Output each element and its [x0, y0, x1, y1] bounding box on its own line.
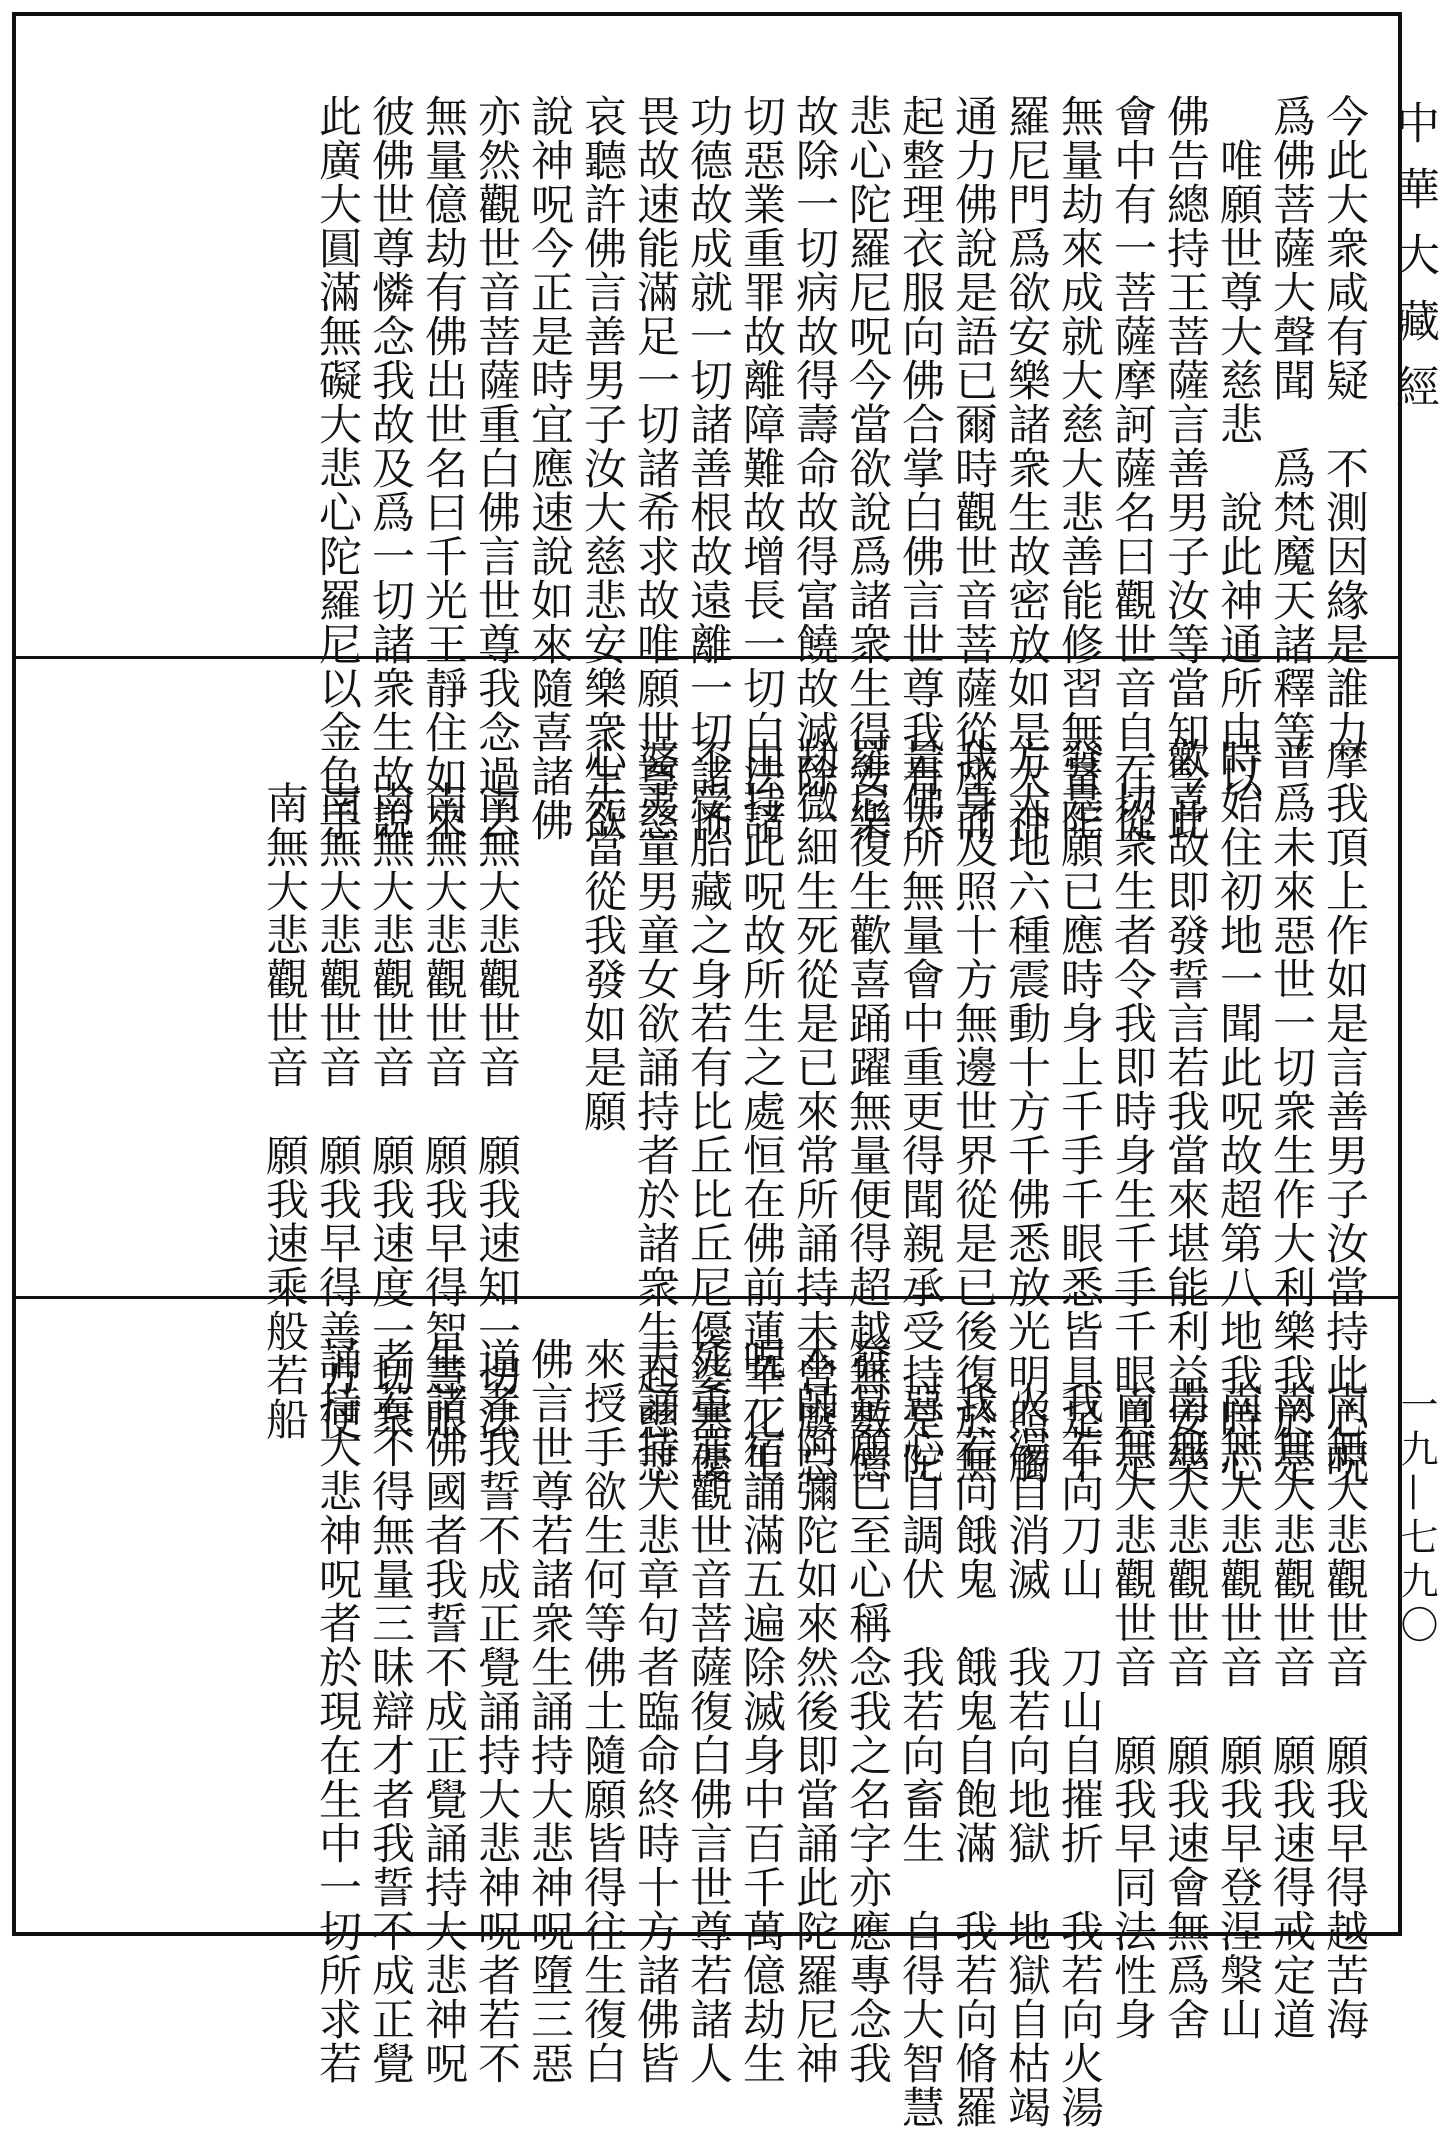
text-column: 摩我頂上作如是言善男子汝當持此心呪 — [1319, 737, 1369, 1485]
text-column: 時始住初地一聞此呪故超第八地我時心 — [1213, 737, 1263, 1485]
text-column: 切惡業重罪故離障難故增長一切白法諸 — [736, 94, 786, 842]
text-column: 惡心自調伏 我若向畜生 自得大智慧 — [895, 1337, 945, 2129]
text-column: 今此大衆咸有疑 不測因緣是誰力 — [1319, 94, 1369, 754]
text-column: 此廣大圓滿無礙大悲心陀羅尼以金色手 — [312, 94, 362, 842]
text-column: 無量劫來成就大慈大悲善能修習無量陀 — [1054, 94, 1104, 842]
text-panel-3 — [16, 1296, 1398, 2129]
text-column: 佛言世尊若諸衆生誦持大悲神呪墮三惡 — [524, 1337, 574, 2085]
text-column: 佛告總持王菩薩言善男子汝等當知今此 — [1160, 94, 1210, 842]
page-number: 一九—七九〇 — [1394, 1385, 1438, 1649]
text-column: 無量億劫有佛出世名曰千光王靜住如來 — [418, 94, 468, 842]
text-column: 婆夷童男童女欲誦持者於諸衆生起慈悲 — [630, 737, 680, 1485]
text-column: 南無大悲觀世音 願我早同法性身 — [1107, 1337, 1157, 2041]
text-column: 由持此呪故所生之處恒在佛前蓮華化生 — [736, 737, 786, 1485]
text-column: 南無大悲觀世音 願我速乘般若船 — [259, 737, 309, 1441]
text-column: 量佛所無量會中重更得聞親承受持是陀 — [895, 737, 945, 1485]
text-columns — [257, 737, 1370, 1485]
text-column: 哀聽許佛言善男子汝大慈悲安樂衆生欲 — [577, 94, 627, 842]
text-column: 南無大悲觀世音 願我早得善方便 — [312, 737, 362, 1441]
text-panel-1 — [16, 16, 1398, 842]
text-column: 亦然觀世音菩薩重白佛言世尊我念過去 — [471, 94, 521, 842]
text-column: 來授手欲生何等佛土隨願皆得往生復白 — [577, 1337, 627, 2085]
text-column: 一切衆生者令我即時身生千手千眼具足 — [1107, 737, 1157, 1485]
text-column: 會中有一菩薩摩訶薩名曰觀世音自在從 — [1107, 94, 1157, 842]
text-column: 道者我誓不成正覺誦持大悲神呪者若不 — [471, 1337, 521, 2085]
text-column: 南無大悲觀世音 願我速得戒定道 — [1266, 1337, 1316, 2041]
text-column: 生諸佛國者我誓不成正覺誦持大悲神呪 — [418, 1337, 468, 2085]
text-column: 南無大悲觀世音 願我速會無爲舍 — [1160, 1337, 1210, 2041]
text-column — [522, 737, 575, 1277]
text-column: 心先當從我發如是願 — [577, 737, 627, 1133]
text-column: 爲佛菩薩大聲聞 爲梵魔天諸釋等 — [1266, 94, 1316, 754]
text-column: 說神呪今正是時宜應速說如來隨喜諸佛 — [524, 94, 574, 842]
text-column: 劫微細生死從是已來常所誦持未曾廢忘 — [789, 737, 839, 1485]
text-column: 悲心陀羅尼呪今當欲說爲諸衆生得安樂 — [842, 94, 892, 842]
text-column: 本師阿彌陀如來然後即當誦此陀羅尼神 — [789, 1337, 839, 2085]
text-panel-2 — [16, 656, 1398, 1485]
page-frame — [12, 12, 1402, 2129]
book-title: 中華大藏經 — [1388, 100, 1439, 430]
text-column: 我身及照十方無邊世界從是已後復於無 — [948, 737, 998, 1485]
text-column: 羅尼復生歡喜踊躍無量便得超越無數億 — [842, 737, 892, 1485]
text-column: 發是願已至心稱念我之名字亦應專念我 — [842, 1337, 892, 2085]
text-column: 者若不得無量三昧辯才者我誓不成正覺 — [365, 1337, 415, 2085]
text-column: 唯願世尊大慈悲 說此神通所由以 — [1213, 94, 1263, 798]
text-column: 南無大悲觀世音 願我速度一切衆 — [365, 737, 415, 1441]
text-column: 不受胎藏之身若有比丘比丘尼優婆塞優 — [683, 737, 733, 1485]
text-column: 南無大悲觀世音 願我早得越苦海 — [1319, 1337, 1369, 2041]
text-column: 南無大悲觀世音 願我早登涅槃山 — [1213, 1337, 1263, 2041]
text-column: 火湯自消滅 我若向地獄 地獄自枯竭 — [1001, 1337, 1051, 2129]
text-column: 死重罪觀世音菩薩復白佛言世尊若諸人 — [683, 1337, 733, 2085]
text-column: 彼佛世尊憐念我故及爲一切諸衆生故說 — [365, 94, 415, 842]
text-column: 普爲未來惡世一切衆生作大利樂我於是 — [1266, 737, 1316, 1485]
text-column: 南無大悲觀世音 願我速知一切法 — [471, 737, 521, 1441]
text-column: 故除一切病故得壽命故得富饒故滅除一 — [789, 94, 839, 842]
text-column: 畏故速能滿足一切諸希求故唯願世尊慈 — [630, 94, 680, 842]
text-column: 南無大悲觀世音 願我早得智慧眼 — [418, 737, 468, 1441]
text-column: 方大地六種震動十方千佛悉放光明照觸 — [1001, 737, 1051, 1485]
text-column: 起整理衣服向佛合掌白佛言世尊我有大 — [895, 94, 945, 842]
text-columns — [310, 94, 1370, 842]
text-columns — [310, 1337, 1370, 2129]
text-column: 羅尼門爲欲安樂諸衆生故密放如是大神 — [1001, 94, 1051, 842]
text-column: 我若向刀山 刀山自摧折 我若向火湯 — [1054, 1337, 1104, 2129]
text-column: 天誦持大悲章句者臨命終時十方諸佛皆 — [630, 1337, 680, 2085]
text-column: 呪一宿誦滿五遍除滅身中百千萬億劫生 — [736, 1337, 786, 2085]
text-column: 通力佛說是語已爾時觀世音菩薩從座而 — [948, 94, 998, 842]
text-column: 發是願已應時身上千手千眼悉皆具足十 — [1054, 737, 1104, 1485]
text-column: 我若向餓鬼 餓鬼自飽滿 我若向脩羅 — [948, 1337, 998, 2129]
text-column: 功德故成就一切諸善根故遠離一切諸怖 — [683, 94, 733, 842]
text-column: 歡喜故即發誓言若我當來堪能利益安樂 — [1160, 737, 1210, 1485]
text-column: 誦持大悲神呪者於現在生中一切所求若 — [312, 1337, 362, 2085]
